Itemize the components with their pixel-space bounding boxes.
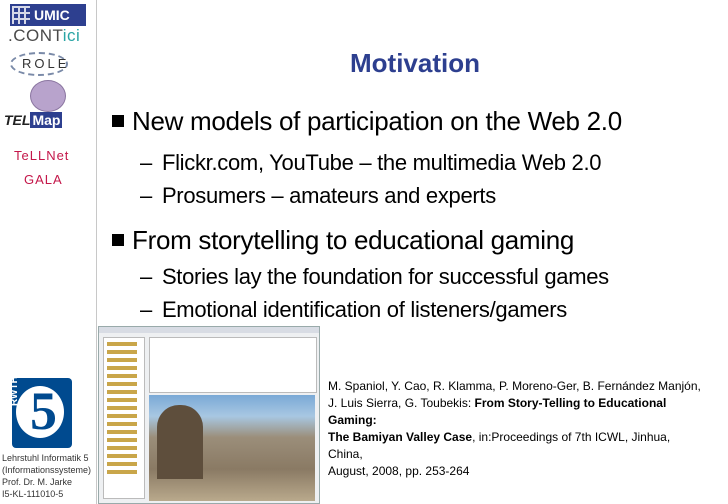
chair-line: Prof. Dr. M. Jarke: [2, 477, 73, 487]
square-bullet-icon: [112, 234, 124, 246]
tellnet-label: TeLLNet: [14, 148, 70, 163]
bullet-item: New models of participation on the Web 2.0: [112, 106, 622, 137]
chair-line: Lehrstuhl Informatik 5: [2, 453, 89, 463]
chair-line: (Informationssysteme): [2, 465, 92, 475]
sidebar: [0, 0, 97, 504]
chair-line: I5-KL-111010-5: [2, 489, 64, 499]
application-screenshot: [98, 326, 320, 504]
conticici-logo: .CONTici: [8, 26, 81, 45]
gala-label: GALA: [24, 172, 63, 187]
sub-bullet-item: – Emotional identification of listeners/gamers: [140, 297, 567, 322]
umic-grid-icon: [12, 6, 30, 24]
umic-logo: UMIC: [10, 4, 86, 26]
tellmap-logo: TEL Map: [4, 112, 61, 128]
rwth-i5-logo: [6, 376, 84, 452]
role-logo: ROLE: [10, 52, 68, 78]
screenshot-toolbar: [99, 327, 319, 333]
sub-bullet-item: – Flickr.com, YouTube – the multimedia Web 2.0: [140, 150, 602, 175]
sub-bullet-item: – Stories lay the foundation for successful games: [140, 264, 609, 289]
square-bullet-icon: [112, 115, 124, 127]
bullet-item: From storytelling to educational gaming: [112, 225, 574, 256]
chair-info: [2, 452, 94, 500]
screenshot-folder-tree: [103, 337, 145, 499]
citation: M. Spaniol, Y. Cao, R. Klamma, P. Moreno-Ger, B. Fernández Manjón, J. Luis Sierra, G. Toubekis: From Story-Telling to Educational Gaming: The Bamiyan Valley Case, in:Proceedings of 7th ICWL, Jinhua, China, August, 2008, pp. 253-264: [328, 379, 701, 478]
bamiyan-niche: [157, 405, 203, 479]
purple-globe-icon: [30, 80, 66, 112]
sub-bullet-item: – Prosumers – amateurs and experts: [140, 183, 496, 208]
screenshot-form-panel: [149, 337, 317, 393]
rwth-five: 5: [30, 381, 57, 441]
rwth-text: RWTH: [9, 376, 20, 406]
slide-title: Motivation: [350, 48, 480, 78]
